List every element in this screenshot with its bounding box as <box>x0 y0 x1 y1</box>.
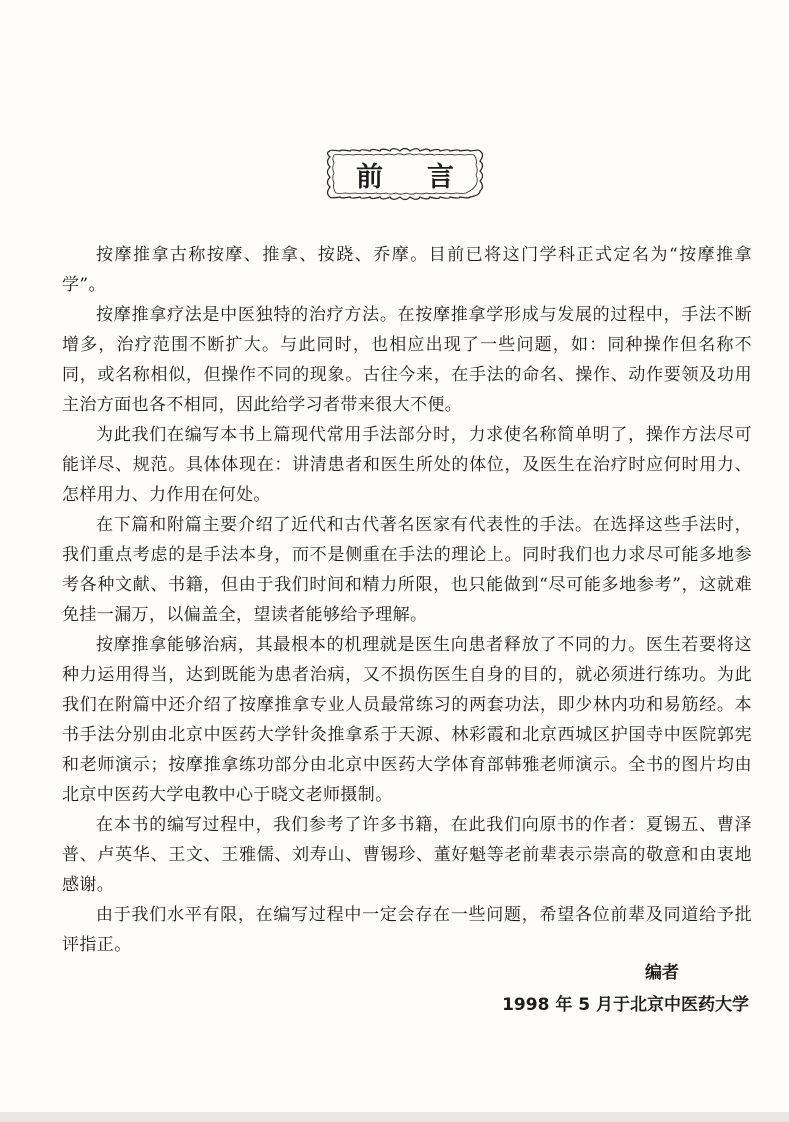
paragraph-3: 为此我们在编写本书上篇现代常用手法部分时，力求使名称简单明了，操作方法尽可能详尽、规范。具体体现在：讲清患者和医生所处的体位，及医生在治疗时应何时用力、怎样用力、力作用在何处。 <box>62 425 752 505</box>
page-title <box>322 143 488 205</box>
paragraph-7: 由于我们水平有限，在编写过程中一定会存在一些问题，希望各位前辈及同道给予批评指正。 <box>62 905 752 955</box>
paragraph-5: 按摩推拿能够治病，其最根本的机理就是医生向患者释放了不同的力。医生若要将这种力运用得当，达到既能为患者治病，又不损伤医生自身的目的，就必须进行练功。为此我们在附篇中还介绍了按摩推拿专业人员最常练习的两套功法，即少林内功和易筋经。本书手法分别由北京中医药大学针灸推拿系于天源、林彩霞和北京西城区护国寺中医院郭宪和老师演示；按摩推拿练功部分由北京中医药大学体育部韩雅老师演示。全书的图片均由北京中医药大学电教中心于晓文老师摄制。 <box>62 635 752 805</box>
signature-block <box>502 957 749 1021</box>
page-bottom-edge <box>0 1112 789 1122</box>
paragraph-6: 在本书的编写过程中，我们参考了许多书籍，在此我们向原书的作者：夏锡五、曹泽普、卢英华、王文、王雅儒、刘寿山、曹锡珍、董好魁等老前辈表示崇高的敬意和由衷地感谢。 <box>62 815 752 895</box>
preface-title-frame <box>322 143 488 205</box>
title-char-2: 言 <box>427 161 454 193</box>
paragraph-2: 按摩推拿疗法是中医独特的治疗方法。在按摩推拿学形成与发展的过程中，手法不断增多，治疗范围不断扩大。与此同时，也相应出现了一些问题，如：同种操作但名称不同，或名称相似，但操作不同的现象。古往今来，在手法的命名、操作、动作要领及功用主治方面也各不相同，因此给学习者带来很大不便。 <box>62 305 752 415</box>
paragraph-4: 在下篇和附篇主要介绍了近代和古代著名医家有代表性的手法。在选择这些手法时，我们重点考虑的是手法本身，而不是侧重在手法的理论上。同时我们也力求尽可能多地参考各种文献、书籍，但由于我们时间和精力所限，也只能做到“尽可能多地参考”，这就难免挂一漏万，以偏盖全，望读者能够给予理解。 <box>62 515 752 625</box>
title-char-1: 前 <box>356 161 383 193</box>
preface-body <box>62 240 752 960</box>
signature-author: 编者 <box>645 963 679 983</box>
signature-date-place: 1998 年 5 月于北京中医药大学 <box>502 995 749 1015</box>
paragraph-1: 按摩推拿古称按摩、推拿、按跷、乔摩。目前已将这门学科正式定名为“按摩推拿学”。 <box>62 245 752 295</box>
